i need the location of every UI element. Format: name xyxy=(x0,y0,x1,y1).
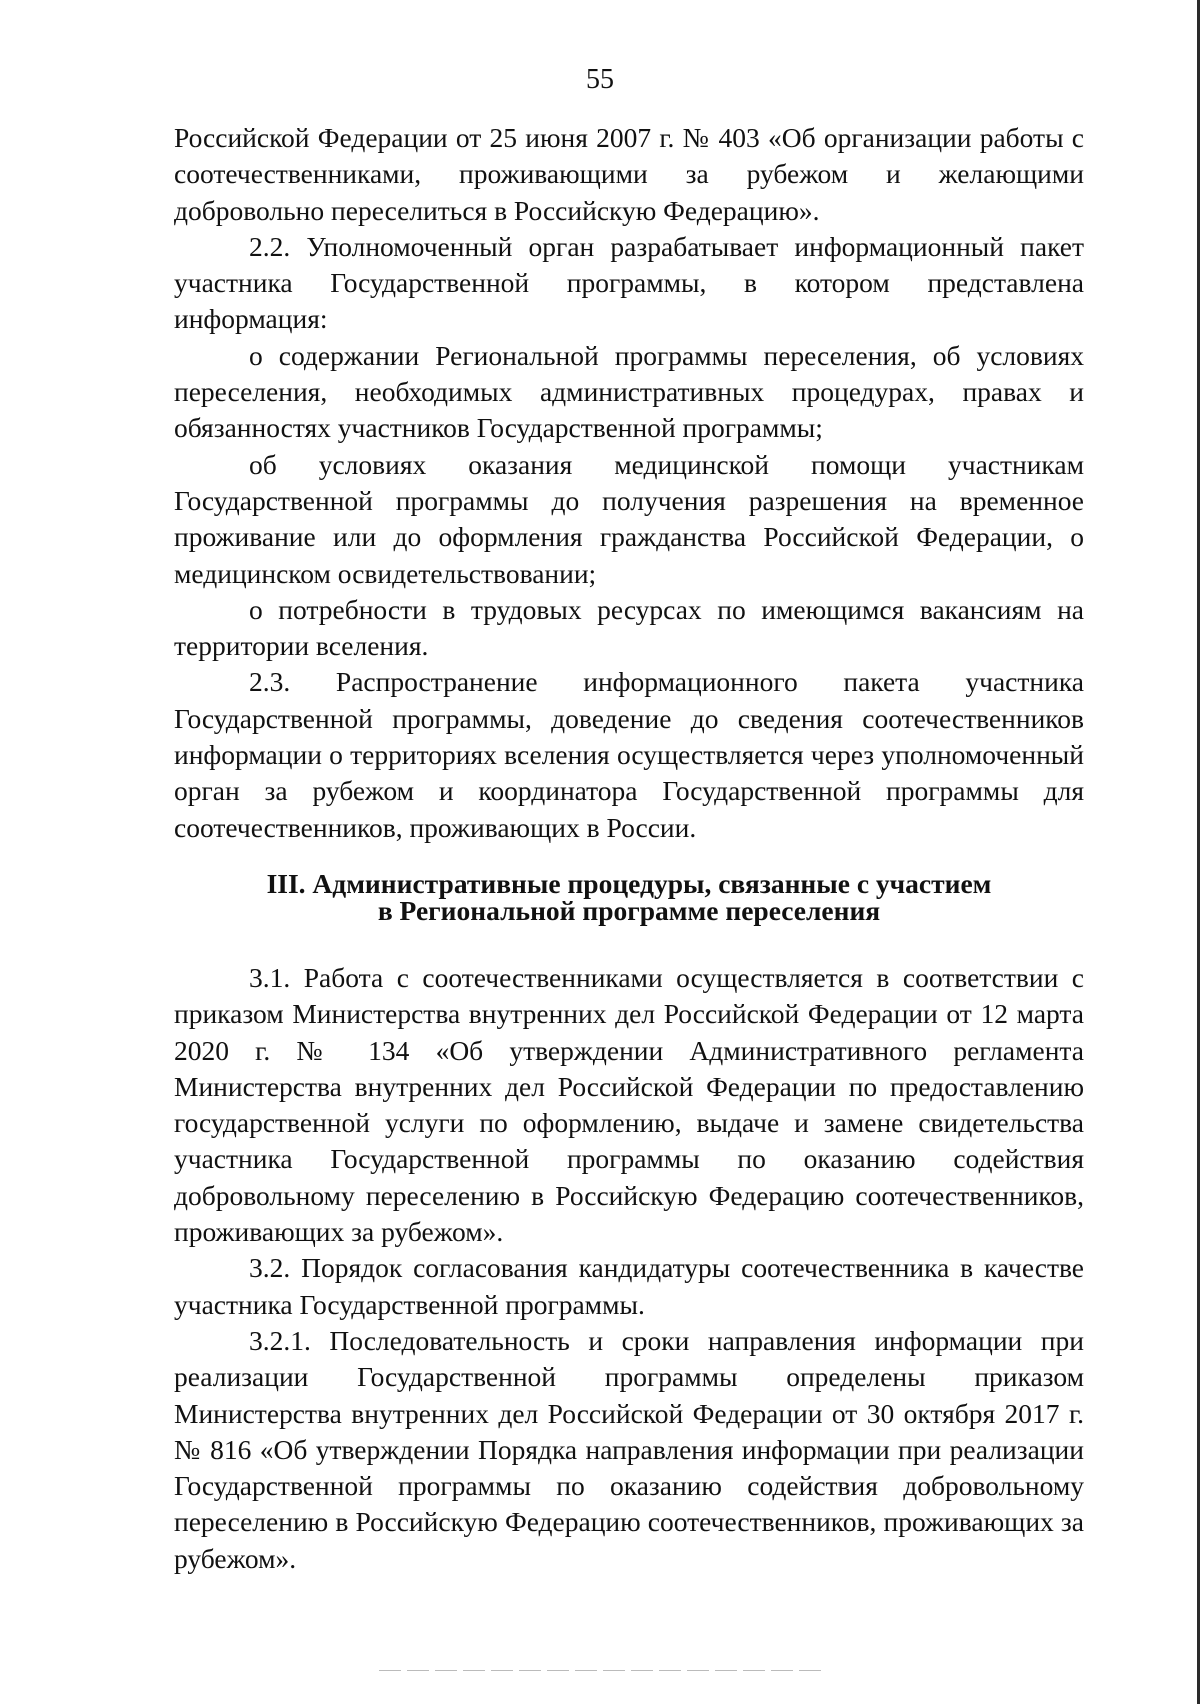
paragraph-2-2: 2.2. Уполномоченный орган разрабатывает информационный пакет участника Государственной программы, в котором представлена информация: xyxy=(174,230,1084,335)
paragraph-3-2: 3.2. Порядок согласования кандидатуры соотечественника в качестве участника Государственной программы. xyxy=(174,1252,1084,1320)
paragraph-2-3: 2.3. Распространение информационного пакета участника Государственной программы, доведение до сведения соотечественников информации о территориях вселения осуществляется через уполномоченный орган за рубежом и координатора Государственной программы для соотечественников, проживающих в России. xyxy=(174,666,1084,843)
scan-bottom-artifacts xyxy=(0,1670,1200,1672)
document-body xyxy=(174,120,1084,1577)
paragraph-continuation: Российской Федерации от 25 июня 2007 г. № 403 «Об организации работы с соотечественниками, проживающими за рубежом и желающими добровольно переселиться в Российскую Федерацию». xyxy=(174,122,1084,226)
section-heading xyxy=(174,867,1084,926)
paragraph-info-program: о содержании Региональной программы переселения, об условиях переселения, необходимых административных процедурах, правах и обязанностях участников Государственной программы; xyxy=(174,339,1084,444)
paragraph-3-1: 3.1. Работа с соотечественниками осуществляется в соответствии с приказом Министерства внутренних дел Российской Федерации от 12 марта 2020 г. № 134 «Об утверждении Административного регламента Министерства внутренних дел Российской Федерации по предоставлению государственной услуги по оформлению, выдаче и замене свидетельства участника Государственной программы по оказанию содействия добровольному переселению в Российскую Федерацию соотечественников, проживающих за рубежом». xyxy=(174,961,1084,1248)
section-heading-line-1: III. Административные процедуры, связанные с участием xyxy=(266,867,992,899)
paragraph-info-labor: о потребности в трудовых ресурсах по имеющимся вакансиям на территории вселения. xyxy=(174,593,1084,662)
section-heading-line-2: в Региональной программе переселения xyxy=(377,894,881,926)
heading-spacer xyxy=(174,946,1084,960)
page-number: 55 xyxy=(586,64,614,95)
paragraph-info-medical: об условиях оказания медицинской помощи участникам Государственной программы до получения разрешения на временное проживание или до оформления гражданства Российской Федерации, о медицинском освидетельствовании; xyxy=(174,448,1084,589)
paragraph-3-2-1: 3.2.1. Последовательность и сроки направления информации при реализации Государственной программы определены приказом Министерства внутренних дел Российской Федерации от 30 октября 2017 г. № 816 «Об утверждении Порядка направления информации при реализации Государственной программы по оказанию содействия добровольному переселению в Российскую Федерацию соотечественников, проживающих за рубежом». xyxy=(174,1324,1084,1574)
